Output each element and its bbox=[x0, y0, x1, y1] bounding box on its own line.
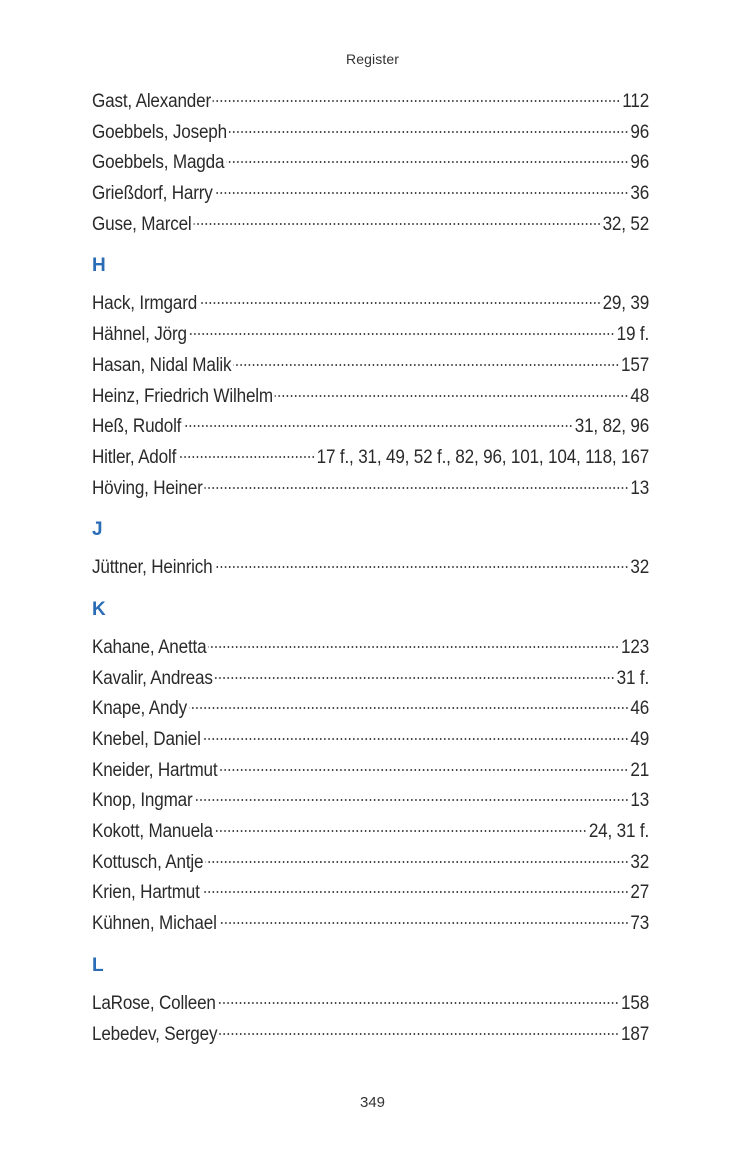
index-entry bbox=[92, 989, 649, 1020]
index-list bbox=[92, 87, 649, 1050]
index-entry bbox=[92, 664, 649, 695]
index-entry bbox=[92, 756, 649, 787]
entry-pages: 32 bbox=[630, 557, 650, 579]
index-entry bbox=[92, 725, 649, 756]
entry-name: Höving, Heiner bbox=[92, 477, 203, 499]
dot-leader bbox=[205, 860, 628, 864]
entry-name: Hasan, Nidal Malik bbox=[92, 354, 232, 376]
entry-pages: 187 bbox=[621, 1023, 650, 1045]
index-entry bbox=[92, 118, 649, 149]
entry-name: Goebbels, Joseph bbox=[92, 121, 227, 143]
index-entry bbox=[92, 1020, 649, 1051]
index-entry bbox=[92, 320, 649, 351]
index-entry bbox=[92, 848, 649, 879]
entry-name: Grießdorf, Harry bbox=[92, 183, 213, 205]
entry-pages: 96 bbox=[630, 121, 650, 143]
entry-name: Hitler, Adolf bbox=[92, 446, 177, 468]
index-entry bbox=[92, 148, 649, 179]
dot-leader bbox=[194, 798, 628, 802]
entry-name: Jüttner, Heinrich bbox=[92, 557, 213, 579]
dot-leader bbox=[193, 222, 600, 226]
entry-pages: 13 bbox=[630, 477, 650, 499]
dot-leader bbox=[219, 1032, 619, 1036]
dot-leader bbox=[229, 130, 629, 134]
index-entry bbox=[92, 817, 649, 848]
entry-name: Hack, Irmgard bbox=[92, 293, 198, 315]
section-letter: K bbox=[92, 598, 106, 620]
page-number: 349 bbox=[359, 1094, 386, 1111]
entry-pages: 29, 39 bbox=[602, 293, 650, 315]
entry-pages: 32 bbox=[630, 851, 650, 873]
entry-name: Lebedev, Sergey bbox=[92, 1023, 218, 1045]
entry-pages: 46 bbox=[630, 698, 650, 720]
index-entry bbox=[92, 443, 649, 474]
entry-pages: 32, 52 bbox=[602, 213, 650, 235]
entry-pages: 31, 82, 96 bbox=[574, 416, 650, 438]
dot-leader bbox=[218, 921, 628, 925]
entry-name: Hähnel, Jörg bbox=[92, 324, 187, 346]
index-entry bbox=[92, 786, 649, 817]
index-entry bbox=[92, 553, 649, 584]
index-entry bbox=[92, 87, 649, 118]
index-entry bbox=[92, 694, 649, 725]
section-letter: J bbox=[92, 519, 103, 541]
dot-leader bbox=[214, 565, 628, 569]
dot-leader bbox=[202, 890, 629, 894]
entry-name: Krien, Hartmut bbox=[92, 882, 200, 904]
running-head: Register bbox=[346, 51, 399, 67]
dot-leader bbox=[199, 301, 601, 305]
entry-pages: 48 bbox=[630, 385, 650, 407]
index-entry bbox=[92, 210, 649, 241]
entry-name: Knape, Andy bbox=[92, 698, 188, 720]
index-entry bbox=[92, 633, 649, 664]
entry-name: Kahane, Anetta bbox=[92, 636, 207, 658]
index-entry bbox=[92, 351, 649, 382]
entry-name: Knebel, Daniel bbox=[92, 729, 201, 750]
entry-pages: 13 bbox=[630, 790, 650, 812]
entry-pages: 24, 31 f. bbox=[588, 821, 650, 843]
dot-leader bbox=[214, 676, 614, 680]
entry-name: Guse, Marcel bbox=[92, 213, 192, 235]
entry-pages: 17 f., 31, 49, 52 f., 82, 96, 101, 104, 118, 167 bbox=[316, 446, 650, 468]
dot-leader bbox=[213, 99, 621, 103]
entry-name: Kneider, Hartmut bbox=[92, 759, 218, 781]
entry-pages: 157 bbox=[621, 354, 650, 376]
dot-leader bbox=[275, 394, 629, 398]
dot-leader bbox=[189, 332, 615, 336]
dot-leader bbox=[189, 706, 629, 710]
dot-leader bbox=[203, 737, 629, 741]
entry-name: Kühnen, Michael bbox=[92, 913, 217, 935]
entry-pages: 112 bbox=[622, 91, 650, 112]
index-entry bbox=[92, 289, 649, 320]
entry-pages: 158 bbox=[621, 992, 650, 1014]
dot-leader bbox=[218, 1001, 620, 1005]
dot-leader bbox=[178, 455, 315, 459]
entry-pages: 27 bbox=[630, 882, 650, 904]
dot-leader bbox=[219, 768, 628, 772]
entry-pages: 36 bbox=[630, 183, 650, 205]
entry-pages: 19 f. bbox=[616, 324, 650, 346]
dot-leader bbox=[214, 191, 628, 195]
dot-leader bbox=[215, 829, 587, 833]
index-entry bbox=[92, 909, 649, 940]
entry-name: Kokott, Manuela bbox=[92, 821, 213, 843]
entry-name: Heß, Rudolf bbox=[92, 416, 182, 438]
index-entry bbox=[92, 474, 649, 505]
entry-pages: 31 f. bbox=[616, 667, 650, 689]
entry-pages: 49 bbox=[630, 729, 650, 750]
entry-pages: 123 bbox=[621, 636, 650, 658]
entry-name: Gast, Alexander bbox=[92, 91, 211, 112]
entry-name: Kavalir, Andreas bbox=[92, 667, 213, 689]
index-entry bbox=[92, 878, 649, 909]
index-entry bbox=[92, 382, 649, 413]
entry-pages: 73 bbox=[630, 913, 650, 935]
index-entry bbox=[92, 412, 649, 443]
dot-leader bbox=[208, 645, 619, 649]
entry-pages: 96 bbox=[630, 152, 650, 174]
entry-name: Kottusch, Antje bbox=[92, 851, 204, 873]
entry-name: Heinz, Friedrich Wilhelm bbox=[92, 385, 273, 407]
dot-leader bbox=[183, 424, 573, 428]
dot-leader bbox=[204, 486, 628, 490]
section-letter: H bbox=[92, 255, 106, 277]
index-entry bbox=[92, 179, 649, 210]
entry-name: LaRose, Colleen bbox=[92, 992, 216, 1014]
entry-name: Goebbels, Magda bbox=[92, 152, 225, 174]
section-letter: L bbox=[92, 954, 104, 976]
entry-name: Knop, Ingmar bbox=[92, 790, 193, 812]
dot-leader bbox=[226, 160, 628, 164]
entry-pages: 21 bbox=[630, 759, 650, 781]
dot-leader bbox=[233, 363, 619, 367]
